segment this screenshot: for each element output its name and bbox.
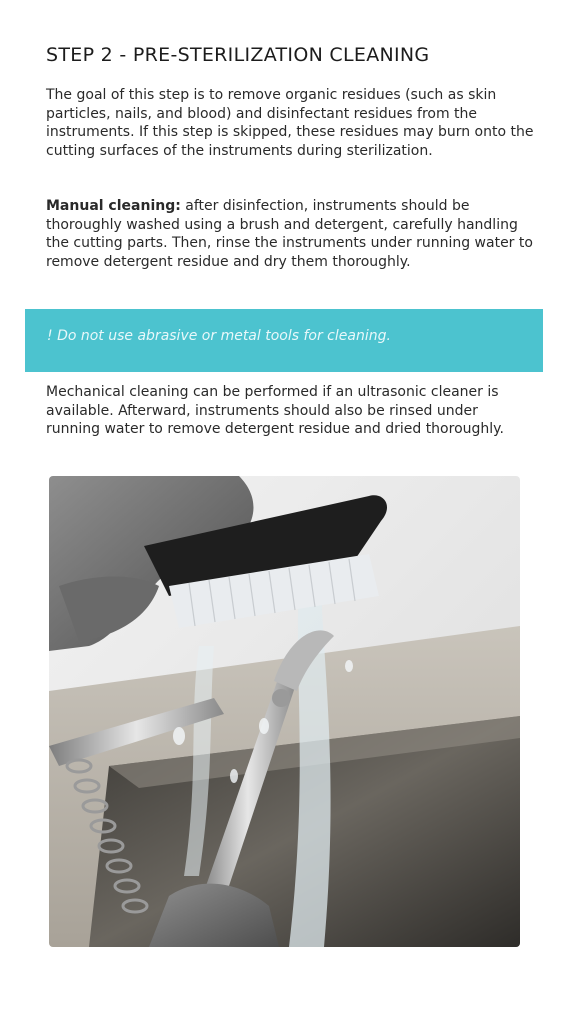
manual-cleaning-paragraph xyxy=(46,197,536,271)
mechanical-cleaning-paragraph: Mechanical cleaning can be performed if an ultrasonic cleaner is available. Afterward, instruments should also be rinsed under running water to remove detergent residue and dried thoroughly. xyxy=(46,384,504,437)
intro-paragraph: The goal of this step is to remove organic residues (such as skin particles, nails, and blood) and disinfectant residues from the instruments. If this step is skipped, these residues may burn onto the cutting surfaces of the instruments during sterilization. xyxy=(46,87,534,159)
manual-cleaning-text: after disinfection, instruments should be thoroughly washed using a brush and detergent, carefully handling the cutting parts. Then, rinse the instruments under running water to remove detergent residue and dry them thoroughly. xyxy=(46,198,533,270)
manual-cleaning-label: Manual cleaning: xyxy=(46,198,181,214)
warning-notice-text: ! Do not use abrasive or metal tools for cleaning. xyxy=(47,328,391,344)
page-title: STEP 2 - PRE-STERILIZATION CLEANING xyxy=(46,44,430,66)
warning-notice xyxy=(25,309,543,372)
cleaning-photo xyxy=(49,476,520,947)
